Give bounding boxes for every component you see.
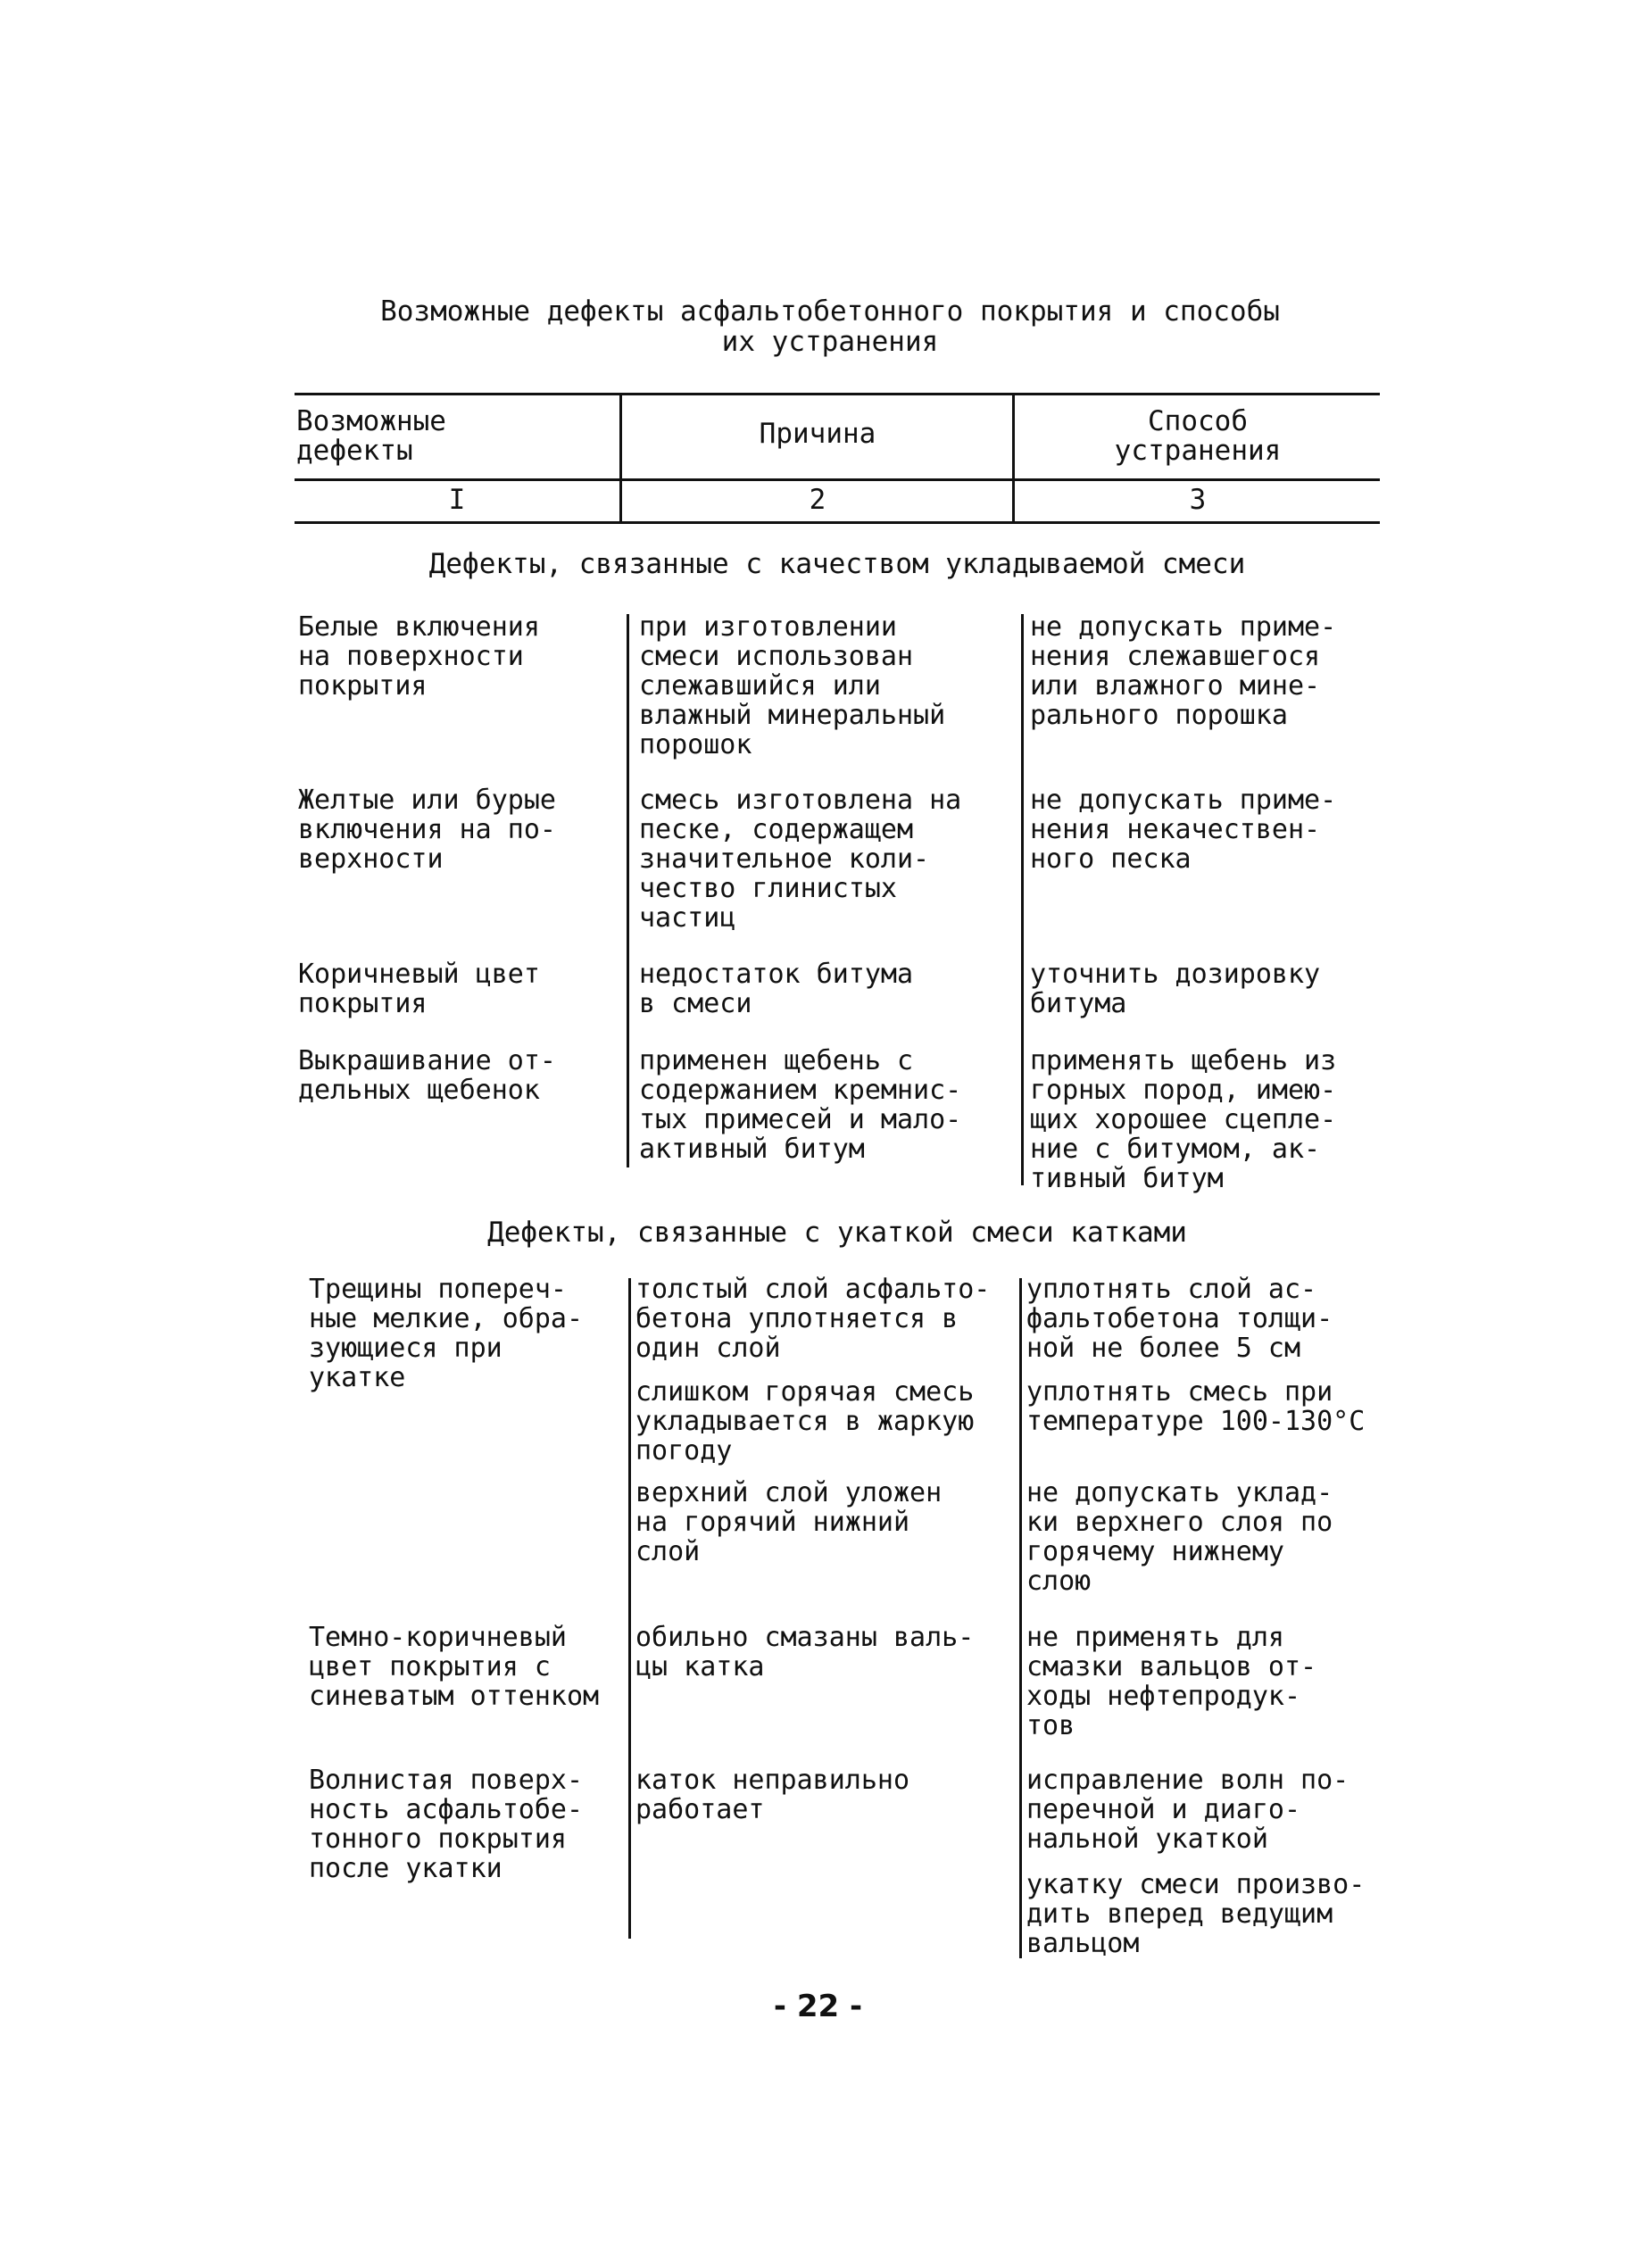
document-title [295, 296, 1366, 357]
column-divider [1019, 1278, 1022, 1958]
remedy-cell: не допускать приме- нения слежавшегося или влажного мине- рального порошка [1030, 611, 1337, 731]
remedy-cell: уплотнять слой ас- фальтобетона толщи- ной не более 5 см [1026, 1274, 1333, 1364]
cause-cell: верхний слой уложен на горячий нижний слой [635, 1477, 943, 1567]
cause-cell: при изготовлении смеси использован слежавшийся или влажный минеральный порошок [639, 611, 946, 760]
cause-cell: каток неправильно работает [635, 1765, 910, 1825]
defect-cell: Коричневый цвет покрытия [298, 959, 540, 1019]
header-col2-label: Причина [759, 418, 876, 450]
defect-cell: Желтые или бурые включения на по- верхности [298, 785, 556, 875]
defect-cell: Белые включения на поверхности покрытия [298, 611, 540, 702]
cause-cell: слишком горячая смесь укладывается в жаркую погоду [635, 1376, 975, 1466]
header-col-divider-2 [1012, 393, 1015, 524]
section-heading-rolling: Дефекты, связанные с укаткой смеси катками [487, 1217, 1187, 1249]
title-line-2: их устранения [721, 326, 939, 358]
title-line-1: Возможные дефекты асфальтобетонного покрытия и способы [380, 295, 1280, 328]
header-col-divider-1 [619, 393, 622, 524]
table-header [295, 393, 1380, 525]
defect-cell: Выкрашивание от- дельных щебенок [298, 1045, 556, 1106]
header-col3-label: Способ устранения [1114, 405, 1282, 467]
cause-cell: недостаток битума в смеси [639, 959, 914, 1019]
remedy-cell: уточнить дозировку битума [1030, 959, 1321, 1019]
remedy-cell: не допускать уклад- ки верхнего слоя по горячему нижнему слою [1026, 1477, 1333, 1597]
remedy-cell: не допускать приме- нения некачествен- ного песка [1030, 785, 1337, 875]
column-divider [627, 614, 629, 1167]
page-number: - 22 - [773, 1989, 863, 2024]
remedy-cell: не применять для смазки вальцов от- ходы нефтепродук- тов [1026, 1622, 1317, 1741]
cause-cell: толстый слой асфальто- бетона уплотняется в один слой [635, 1274, 991, 1364]
defect-cell: Волнистая поверх- ность асфальтобе- тонного покрытия после укатки [309, 1765, 584, 1884]
cause-cell: обильно смазаны валь- цы катка [635, 1622, 975, 1682]
remedy-cell: уплотнять смесь при температуре 100-130°С [1026, 1376, 1366, 1437]
column-divider [1021, 614, 1024, 1185]
column-divider [628, 1278, 631, 1939]
cause-cell: применен щебень с содержанием кремнис- тых примесей и мало- активный битум [639, 1045, 962, 1165]
header-mid-rule [295, 478, 1380, 481]
remedy-cell: исправление волн по- перечной и диаго- нальной укаткой [1026, 1765, 1349, 1855]
remedy-cell: применять щебень из горных пород, имею- щих хорошее сцепле- ние с битумом, ак- тивный битум [1030, 1045, 1337, 1194]
header-col1-number: I [448, 484, 466, 516]
remedy-cell: укатку смеси произво- дить вперед ведущим вальцом [1026, 1869, 1366, 1959]
cause-cell: смесь изготовлена на песке, содержащем значительное коли- чество глинистых частиц [639, 785, 962, 934]
header-top-rule [295, 393, 1380, 395]
defect-cell: Трещины попереч- ные мелкие, обра- зующиеся при укатке [309, 1274, 584, 1393]
header-col2-number: 2 [809, 484, 826, 516]
defect-cell: Темно-коричневый цвет покрытия с синеватым оттенком [309, 1622, 600, 1712]
header-bottom-rule [295, 521, 1380, 524]
section-heading-mixture-quality: Дефекты, связанные с качеством укладываемой смеси [428, 548, 1246, 580]
header-col3-number: 3 [1189, 484, 1207, 516]
header-col1-label: Возможные дефекты [296, 405, 446, 467]
